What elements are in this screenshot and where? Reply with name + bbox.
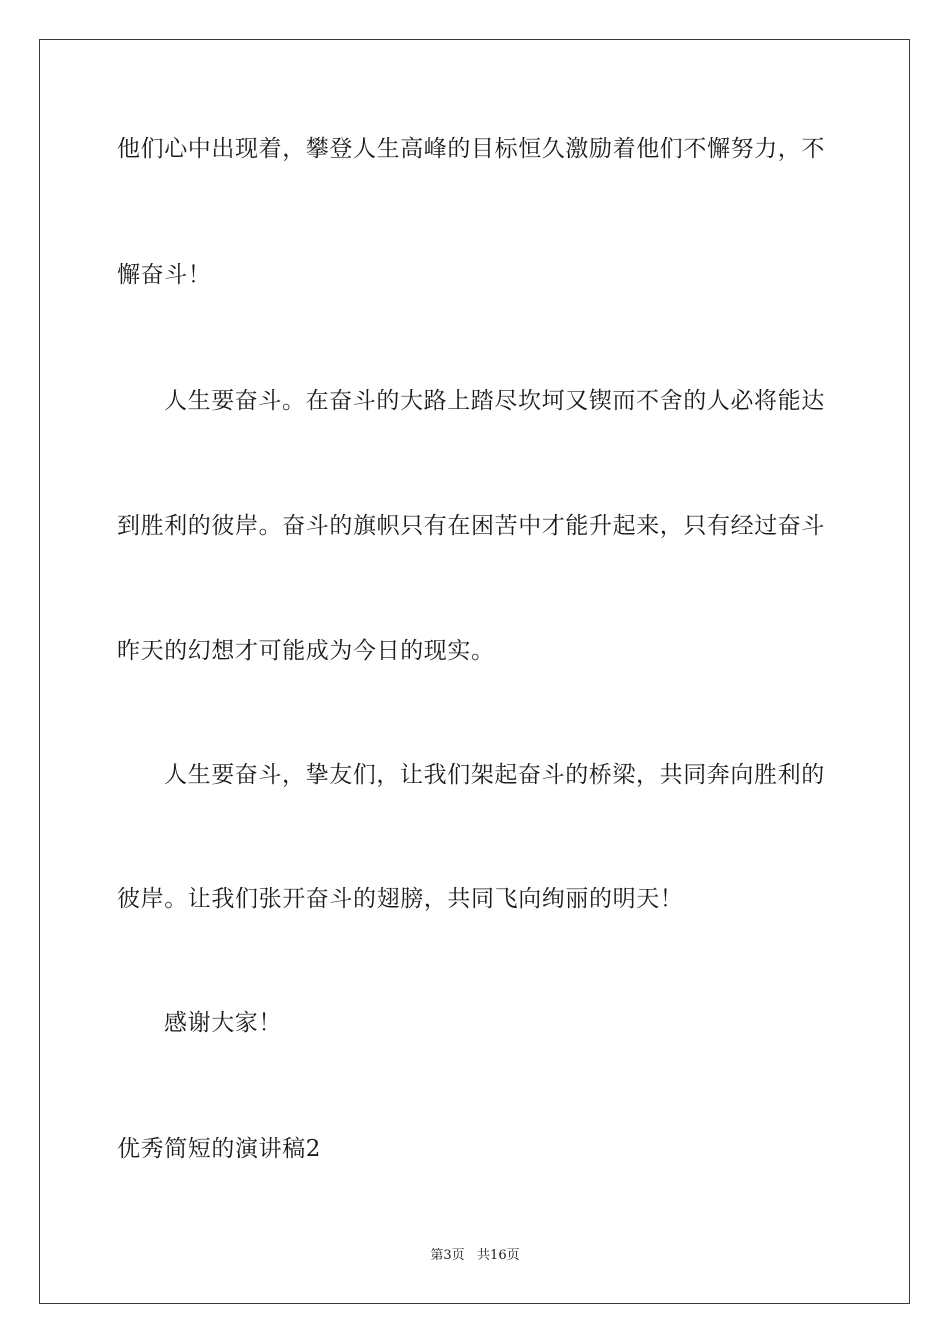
paragraph-line: 昨天的幻想才可能成为今日的现实。 [117, 638, 495, 664]
paragraph-line: 到胜利的彼岸。奋斗的旗帜只有在困苦中才能升起来，只有经过奋斗 [117, 513, 825, 539]
paragraph-line: 感谢大家！ [164, 1010, 282, 1036]
page-footer: 第3页 共16页 [430, 1248, 520, 1263]
paragraph-line: 他们心中出现着，攀登人生高峰的目标恒久激励着他们不懈努力，不 [117, 136, 825, 162]
paragraph-line: 人生要奋斗。在奋斗的大路上踏尽坎坷又锲而不舍的人必将能达 [164, 388, 825, 414]
section-heading: 优秀简短的演讲稿2 [117, 1136, 322, 1162]
page-border [39, 39, 910, 1304]
paragraph-line: 懈奋斗！ [117, 262, 212, 288]
paragraph-line: 彼岸。让我们张开奋斗的翅膀，共同飞向绚丽的明天！ [117, 886, 684, 912]
paragraph-line: 人生要奋斗，挚友们，让我们架起奋斗的桥梁，共同奔向胜利的 [164, 762, 825, 788]
